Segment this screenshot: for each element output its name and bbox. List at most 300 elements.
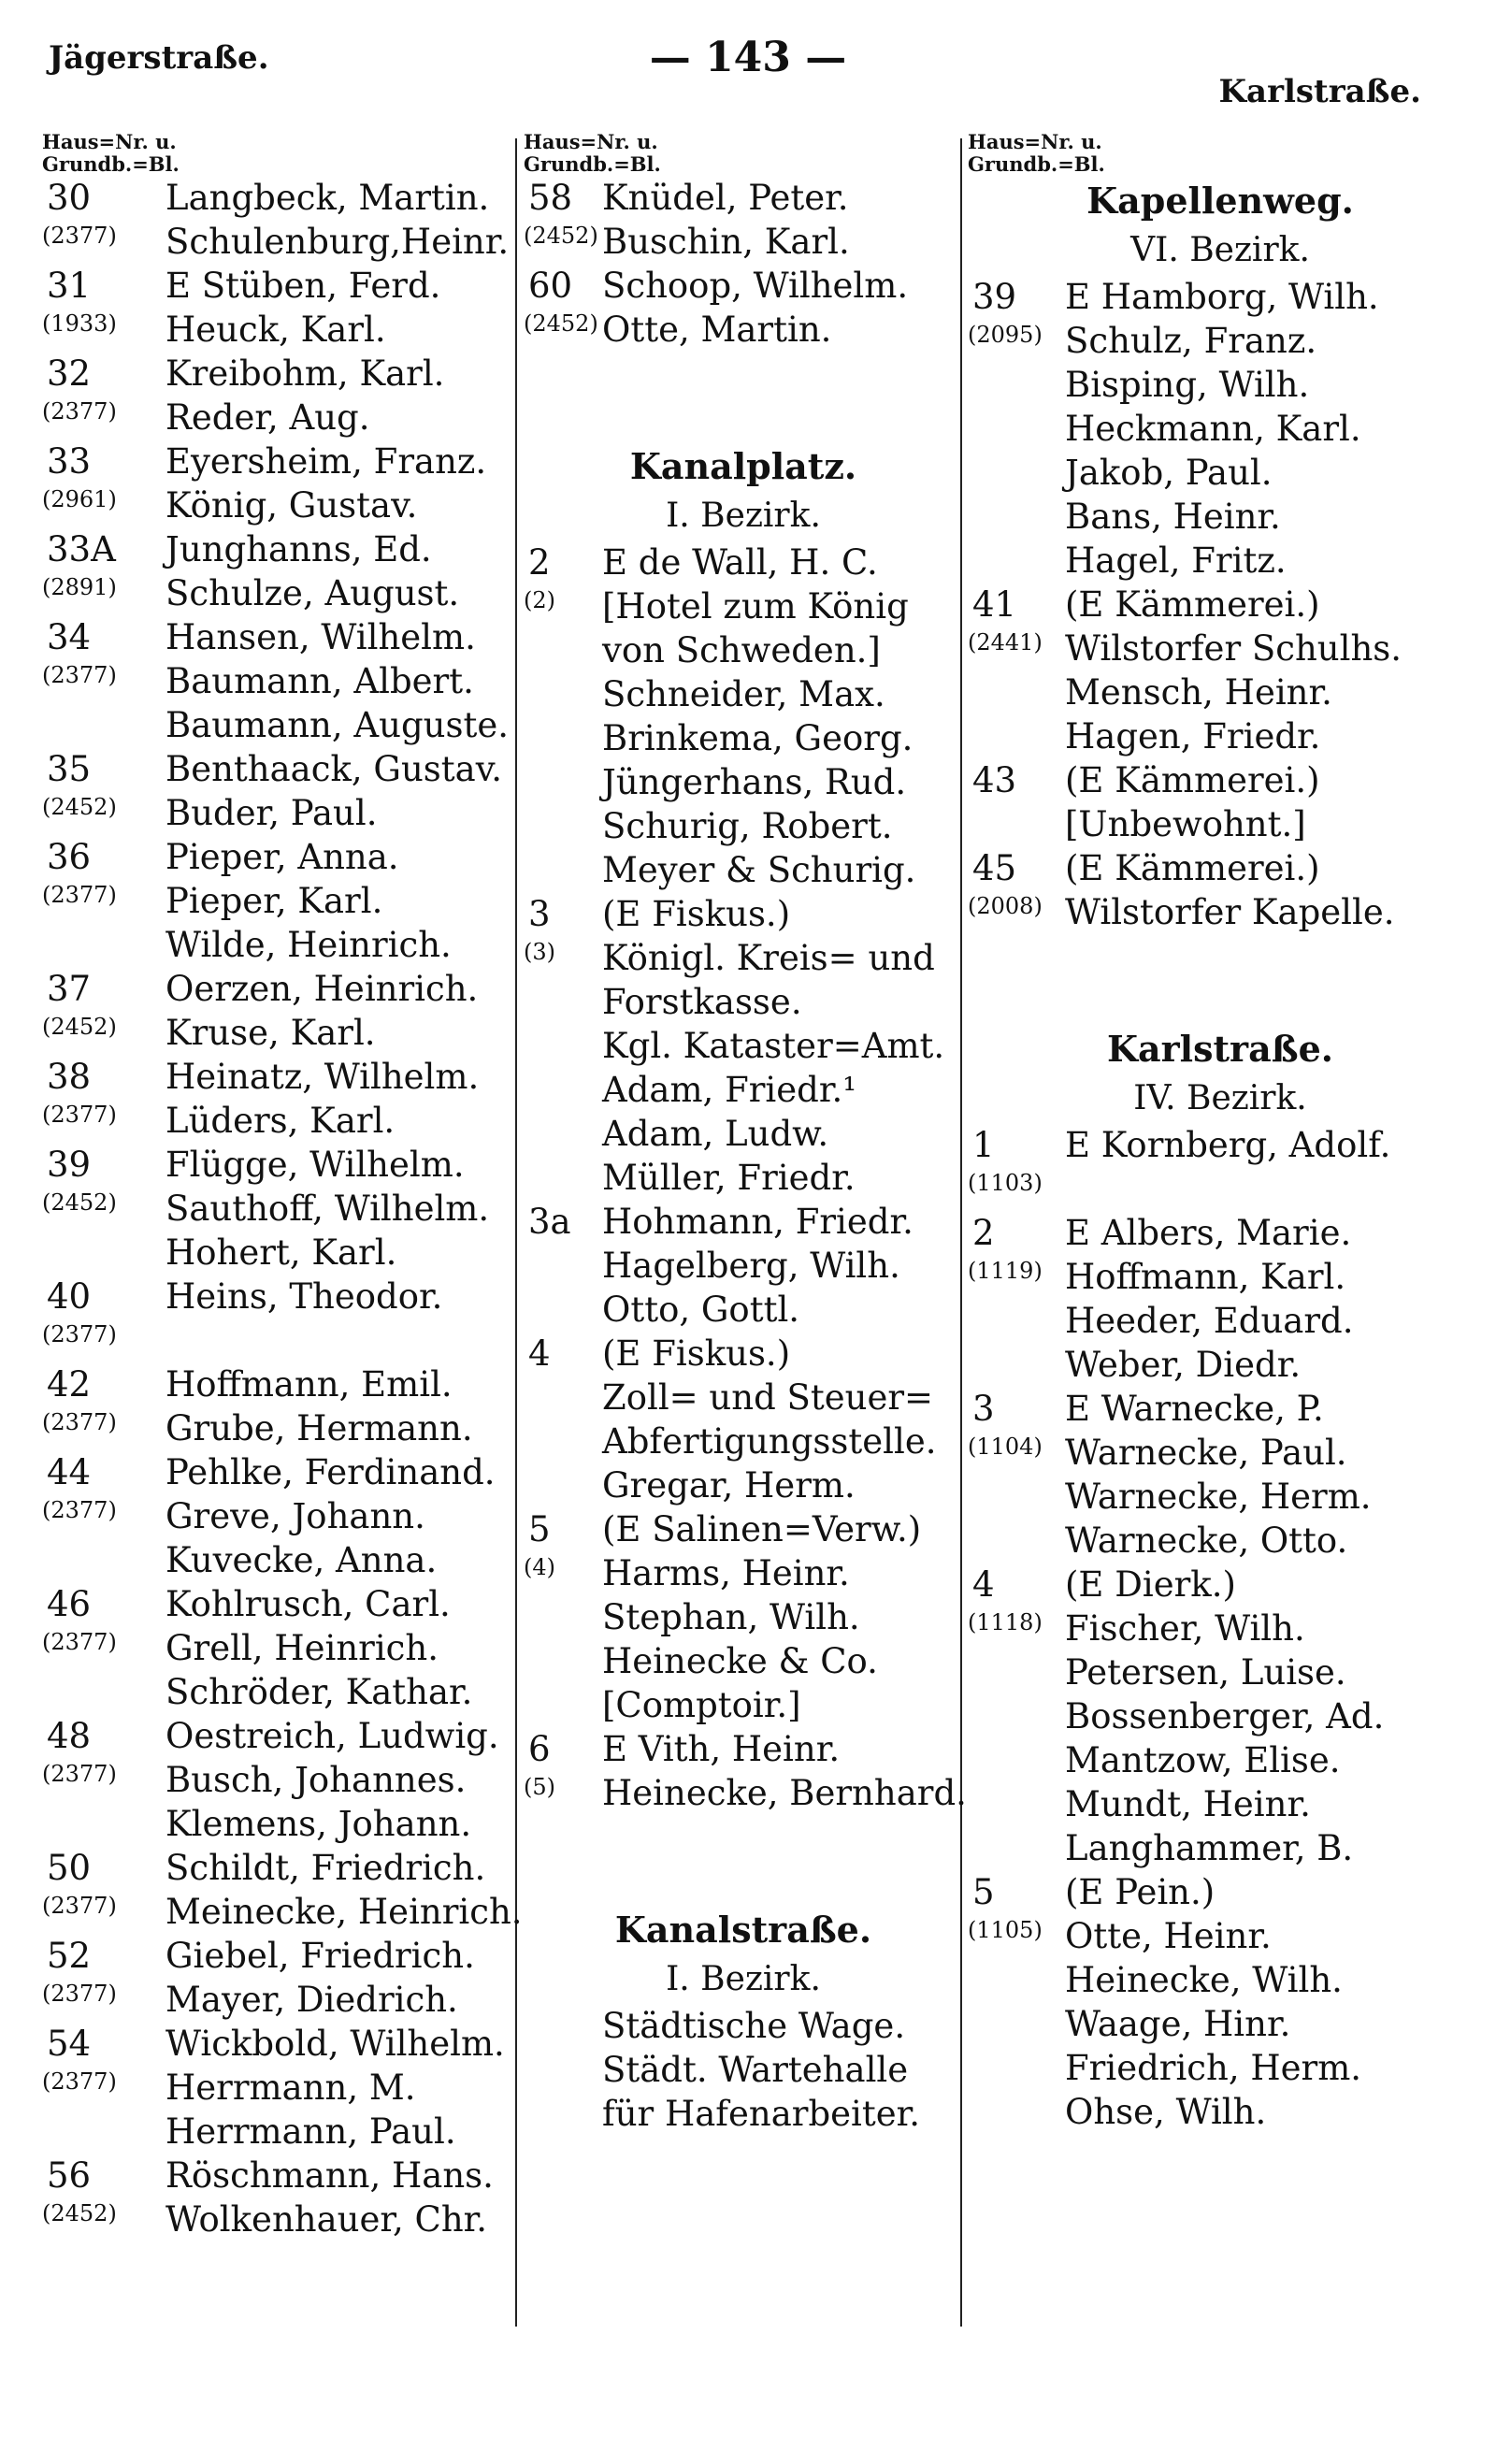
house-number: (2377) — [42, 398, 117, 425]
resident-name: (E Salinen=Verw.) — [602, 1509, 922, 1549]
district-label: I. Bezirk. — [666, 1960, 821, 1998]
column-1 — [42, 130, 523, 2241]
directory-entry — [42, 352, 510, 396]
house-number: (1933) — [42, 310, 117, 337]
resident-name: Eyersheim, Franz. — [165, 441, 487, 482]
directory-entry — [42, 1582, 510, 1626]
directory-entry — [524, 584, 963, 628]
house-number: (2008) — [968, 893, 1043, 919]
resident-name: Weber, Diedr. — [1065, 1345, 1302, 1385]
house-number: 34 — [47, 617, 92, 657]
resident-name: E Albers, Marie. — [1065, 1213, 1352, 1253]
resident-name: Wilstorfer Kapelle. — [1065, 892, 1395, 932]
directory-entry — [42, 1055, 510, 1099]
directory-entry — [524, 2092, 963, 2136]
resident-name: Meinecke, Heinrich. — [165, 1892, 523, 1932]
directory-entry — [42, 1626, 510, 1670]
directory-entry — [42, 1187, 510, 1231]
column-heading-line: Grundb.=Bl. — [42, 152, 180, 176]
resident-name: E Vith, Heinr. — [602, 1729, 841, 1769]
directory-entry — [524, 540, 963, 584]
resident-name: Städtische Wage. — [602, 2006, 906, 2046]
resident-name: Bossenberger, Ad. — [1065, 1696, 1385, 1736]
resident-name: Warnecke, Herm. — [1065, 1477, 1372, 1517]
resident-name: Heinecke, Bernhard. — [602, 1773, 967, 1813]
directory-entry — [42, 1275, 510, 1318]
directory-entry — [42, 659, 510, 703]
resident-name: Buschin, Karl. — [602, 222, 850, 262]
column-3 — [968, 131, 1473, 2134]
house-number: 48 — [47, 1716, 92, 1756]
resident-name: Langbeck, Martin. — [165, 178, 490, 218]
resident-name: Buder, Paul. — [165, 793, 378, 833]
resident-name: (E Kämmerei.) — [1065, 584, 1320, 625]
house-number: (4) — [524, 1554, 555, 1580]
directory-entry — [524, 936, 963, 980]
directory-entry — [968, 1958, 1473, 2002]
resident-name: Sauthoff, Wilhelm. — [165, 1189, 490, 1229]
house-number: (2377) — [42, 882, 117, 908]
house-number: (2) — [524, 587, 555, 613]
directory-entry — [524, 1683, 963, 1727]
house-number: 6 — [528, 1729, 551, 1769]
house-number: 3a — [528, 1202, 571, 1242]
resident-name: Heinatz, Wilhelm. — [165, 1057, 480, 1097]
resident-name: Herrmann, M. — [165, 2068, 416, 2108]
resident-name: Schulenburg,Heinr. — [165, 222, 510, 262]
house-number: (1104) — [968, 1434, 1043, 1460]
directory-entry — [42, 2022, 510, 2066]
resident-name: E Hamborg, Wilh. — [1065, 277, 1379, 317]
directory-entry — [42, 1890, 523, 1934]
directory-entry — [968, 319, 1473, 363]
directory-entry — [524, 672, 963, 716]
resident-name: Gregar, Herm. — [602, 1465, 856, 1506]
resident-name: Junghanns, Ed. — [165, 529, 432, 569]
house-number: (2452) — [524, 223, 598, 249]
house-number: (2441) — [968, 629, 1043, 656]
resident-name: Ohse, Wilh. — [1065, 2092, 1267, 2132]
header-left-street: Jägerstraße. — [49, 39, 269, 77]
house-number: 54 — [47, 2024, 92, 2064]
resident-name: Greve, Johann. — [165, 1496, 425, 1536]
directory-entry — [524, 1507, 963, 1551]
house-number: (2452) — [42, 1189, 117, 1216]
directory-entry — [524, 1068, 963, 1112]
column-heading-line: Grundb.=Bl. — [524, 152, 661, 176]
directory-entry — [42, 879, 510, 923]
house-number: 56 — [47, 2155, 92, 2196]
directory-entry — [42, 1670, 510, 1714]
house-number: (2377) — [42, 1893, 117, 1919]
directory-entry — [968, 1431, 1473, 1475]
directory-entry — [968, 1694, 1473, 1738]
resident-name: Hagel, Fritz. — [1065, 540, 1287, 581]
house-number: 1 — [972, 1125, 995, 1165]
resident-name: Fischer, Wilh. — [1065, 1608, 1305, 1649]
resident-name: Wickbold, Wilhelm. — [165, 2024, 505, 2064]
resident-name: Mensch, Heinr. — [1065, 672, 1332, 713]
resident-name: Warnecke, Paul. — [1065, 1433, 1347, 1473]
house-number: 2 — [528, 542, 551, 583]
resident-name: von Schweden.] — [602, 630, 881, 670]
house-number: 50 — [47, 1848, 92, 1888]
resident-name: Schurig, Robert. — [602, 806, 893, 846]
directory-entry — [968, 714, 1473, 758]
house-number: 3 — [528, 894, 551, 934]
house-number: (2377) — [42, 1321, 117, 1347]
house-number: 36 — [47, 837, 92, 877]
header-right-street: Karlstraße. — [1218, 73, 1421, 110]
house-number: 39 — [972, 277, 1017, 317]
directory-entry — [524, 1639, 963, 1683]
resident-name: Herrmann, Paul. — [165, 2111, 456, 2152]
house-number: (2377) — [42, 1102, 117, 1128]
directory-entry — [524, 1551, 963, 1595]
directory-entry — [524, 2004, 963, 2048]
directory-entry — [42, 703, 510, 747]
directory-entry — [968, 627, 1473, 670]
directory-entry — [968, 1299, 1473, 1343]
directory-entry — [968, 2090, 1473, 2134]
resident-name: Abfertigungsstelle. — [602, 1421, 937, 1462]
directory-entry — [42, 1934, 510, 1978]
directory-entry — [524, 1332, 963, 1376]
house-number: 5 — [972, 1872, 995, 1912]
house-number: (2377) — [42, 1497, 117, 1523]
directory-entry — [968, 846, 1473, 890]
directory-entry — [968, 1914, 1473, 1958]
house-number: 33 — [47, 441, 92, 482]
house-number: 38 — [47, 1057, 92, 1097]
resident-name: E Stüben, Ferd. — [165, 266, 441, 306]
directory-entry — [42, 439, 510, 483]
directory-entry — [524, 176, 963, 220]
directory-entry — [42, 1758, 510, 1802]
house-number: 43 — [972, 760, 1017, 800]
house-number: 60 — [528, 266, 573, 306]
street-title: Karlstraße. — [1107, 1028, 1333, 1070]
resident-name: Flügge, Wilhelm. — [165, 1145, 465, 1185]
directory-entry — [968, 1387, 1473, 1431]
directory-entry — [524, 1244, 963, 1288]
directory-entry — [524, 220, 963, 264]
column-heading-line: Haus=Nr. u. — [968, 130, 1102, 153]
directory-entry — [42, 1714, 510, 1758]
directory-entry — [42, 835, 510, 879]
resident-name: (E Fiskus.) — [602, 1333, 791, 1374]
house-number: 5 — [528, 1509, 551, 1549]
resident-name: [Unbewohnt.] — [1065, 804, 1306, 844]
directory-entry — [524, 1112, 963, 1156]
resident-name: (E Fiskus.) — [602, 894, 791, 934]
house-number: 58 — [528, 178, 573, 218]
resident-name: Baumann, Auguste. — [165, 705, 509, 745]
directory-entry — [968, 2046, 1473, 2090]
resident-name: König, Gustav. — [165, 485, 418, 526]
directory-entry — [42, 1450, 510, 1494]
directory-entry — [42, 1318, 510, 1362]
house-number: (2452) — [42, 1014, 117, 1040]
directory-entry — [524, 1463, 963, 1507]
resident-name: Grell, Heinrich. — [165, 1628, 439, 1668]
directory-entry — [42, 1406, 510, 1450]
resident-name: Forstkasse. — [602, 982, 802, 1022]
directory-entry — [42, 1538, 510, 1582]
resident-name: Friedrich, Herm. — [1065, 2048, 1362, 2088]
house-number: (1105) — [968, 1917, 1043, 1943]
resident-name: Lüders, Karl. — [165, 1101, 396, 1141]
resident-name: Mayer, Diedrich. — [165, 1980, 458, 2020]
resident-name: Hoffmann, Karl. — [1065, 1257, 1346, 1297]
resident-name: Pehlke, Ferdinand. — [165, 1452, 496, 1492]
directory-entry — [524, 1376, 963, 1419]
page-number: — 143 — — [649, 34, 847, 81]
house-number: (2452) — [42, 2200, 117, 2226]
district-label: I. Bezirk. — [666, 497, 821, 535]
resident-name: Kruse, Karl. — [165, 1013, 376, 1053]
resident-name: Wolkenhauer, Chr. — [165, 2199, 488, 2240]
house-number: (2961) — [42, 486, 117, 512]
resident-name: Heckmann, Karl. — [1065, 409, 1361, 449]
resident-name: Stephan, Wilh. — [602, 1597, 860, 1637]
resident-name: Harms, Heinr. — [602, 1553, 850, 1593]
resident-name: Jakob, Paul. — [1065, 453, 1273, 493]
resident-name: Schoop, Wilhelm. — [602, 266, 909, 306]
column-heading-line: Haus=Nr. u. — [42, 130, 177, 153]
resident-name: Benthaack, Gustav. — [165, 749, 502, 789]
directory-entry — [42, 2154, 510, 2197]
directory-entry — [968, 890, 1473, 934]
resident-name: Mundt, Heinr. — [1065, 1784, 1311, 1824]
resident-name: Hagelberg, Wilh. — [602, 1246, 900, 1286]
directory-entry — [42, 923, 510, 967]
resident-name: E Kornberg, Adolf. — [1065, 1125, 1391, 1165]
house-number: 46 — [47, 1584, 92, 1624]
directory-entry — [968, 1123, 1473, 1167]
directory-entry — [42, 220, 510, 264]
house-number: (2377) — [42, 662, 117, 688]
directory-entry — [968, 1563, 1473, 1607]
resident-name: Hohert, Karl. — [165, 1232, 397, 1273]
directory-entry — [42, 747, 510, 791]
directory-entry — [524, 1024, 963, 1068]
resident-name: (E Kämmerei.) — [1065, 760, 1320, 800]
directory-entry — [42, 1099, 510, 1143]
resident-name: Petersen, Luise. — [1065, 1652, 1346, 1693]
resident-name: Heinecke, Wilh. — [1065, 1960, 1343, 2000]
resident-name: Reder, Aug. — [165, 397, 370, 438]
resident-name: Kohlrusch, Carl. — [165, 1584, 451, 1624]
directory-entry — [968, 495, 1473, 539]
directory-entry — [42, 1143, 510, 1187]
resident-name: Schulz, Franz. — [1065, 321, 1317, 361]
resident-name: Kuvecke, Anna. — [165, 1540, 438, 1580]
resident-name: Kreibohm, Karl. — [165, 353, 445, 394]
directory-entry — [42, 1231, 510, 1275]
house-number: 37 — [47, 969, 92, 1009]
directory-entry — [968, 583, 1473, 627]
resident-name: für Hafenarbeiter. — [602, 2094, 921, 2134]
entries-list — [42, 176, 523, 2241]
directory-entry — [42, 176, 510, 220]
resident-name: [Comptoir.] — [602, 1685, 801, 1725]
house-number: (2452) — [524, 310, 598, 337]
directory-entry — [524, 1288, 963, 1332]
directory-entry — [968, 539, 1473, 583]
house-number: 45 — [972, 848, 1017, 888]
column-2 — [524, 130, 967, 2136]
entries-list — [524, 2004, 963, 2136]
house-number: 4 — [528, 1333, 551, 1374]
directory-entry — [968, 2002, 1473, 2046]
house-number: 31 — [47, 266, 92, 306]
resident-name: Hoffmann, Emil. — [165, 1364, 453, 1405]
directory-entry — [524, 804, 963, 848]
directory-entry — [42, 571, 510, 615]
column-heading-line: Grundb.=Bl. — [968, 152, 1105, 176]
house-number: (3) — [524, 939, 555, 965]
resident-name: (E Kämmerei.) — [1065, 848, 1320, 888]
resident-name: Otte, Martin. — [602, 310, 832, 350]
directory-entry — [42, 1362, 510, 1406]
resident-name: Jüngerhans, Rud. — [602, 762, 907, 802]
resident-name: Adam, Friedr.¹ — [602, 1070, 857, 1110]
directory-entry — [968, 1519, 1473, 1563]
directory-entry — [524, 1771, 967, 1815]
district-label: IV. Bezirk. — [1133, 1079, 1307, 1117]
directory-entry — [968, 758, 1473, 802]
resident-name: Adam, Ludw. — [602, 1114, 829, 1154]
directory-entry — [968, 1782, 1473, 1826]
directory-entry — [42, 1846, 510, 1890]
directory-entry — [968, 1650, 1473, 1694]
resident-name: Hohmann, Friedr. — [602, 1202, 913, 1242]
directory-entry — [968, 1255, 1473, 1299]
directory-entry — [968, 1343, 1473, 1387]
directory-entry — [42, 527, 510, 571]
entries-list — [524, 176, 963, 352]
directory-entry — [42, 2110, 510, 2154]
street-title: Kapellenweg. — [1086, 180, 1354, 222]
resident-name: Schröder, Kathar. — [165, 1672, 473, 1712]
house-number: 44 — [47, 1452, 92, 1492]
resident-name: Pieper, Anna. — [165, 837, 399, 877]
directory-entry — [524, 1156, 963, 1200]
directory-entry — [524, 1419, 963, 1463]
house-number: 52 — [47, 1936, 92, 1976]
resident-name: Knüdel, Peter. — [602, 178, 849, 218]
house-number: (2377) — [42, 1409, 117, 1435]
house-number: 35 — [47, 749, 92, 789]
directory-entry — [42, 967, 510, 1011]
house-number: 4 — [972, 1564, 995, 1605]
directory-entry — [524, 2048, 963, 2092]
directory-entry — [42, 1494, 510, 1538]
house-number: (1118) — [968, 1609, 1043, 1635]
directory-entry — [524, 1727, 963, 1771]
directory-entry — [968, 1870, 1473, 1914]
directory-entry — [42, 791, 510, 835]
resident-name: Meyer & Schurig. — [602, 850, 916, 890]
resident-name: Königl. Kreis= und — [602, 938, 935, 978]
house-number: 30 — [47, 178, 92, 218]
resident-name: Kgl. Kataster=Amt. — [602, 1026, 945, 1066]
house-number: (2377) — [42, 2068, 117, 2095]
house-number: 39 — [47, 1145, 92, 1185]
house-number: (2377) — [42, 1981, 117, 2007]
house-number: 32 — [47, 353, 92, 394]
house-number: 40 — [47, 1276, 92, 1317]
directory-entry — [524, 264, 963, 308]
directory-entry — [42, 2197, 510, 2241]
directory-entry — [42, 308, 510, 352]
district-label: VI. Bezirk. — [1130, 231, 1310, 269]
resident-name: Langhammer, B. — [1065, 1828, 1354, 1868]
resident-name: Baumann, Albert. — [165, 661, 474, 701]
directory-entry — [968, 363, 1473, 407]
directory-entry — [524, 892, 963, 936]
directory-entry — [42, 2066, 510, 2110]
resident-name: Waage, Hinr. — [1065, 2004, 1291, 2044]
directory-entry — [968, 275, 1473, 319]
resident-name: Grube, Hermann. — [165, 1408, 473, 1448]
resident-name: Brinkema, Georg. — [602, 718, 913, 758]
house-number: (2377) — [42, 223, 117, 249]
house-number: 42 — [47, 1364, 92, 1405]
resident-name: E de Wall, H. C. — [602, 542, 878, 583]
resident-name: Schildt, Friedrich. — [165, 1848, 486, 1888]
directory-entry — [42, 1802, 510, 1846]
resident-name: Schneider, Max. — [602, 674, 885, 714]
street-title: Kanalplatz. — [629, 445, 857, 487]
resident-name: Warnecke, Otto. — [1065, 1520, 1348, 1561]
resident-name: Städt. Wartehalle — [602, 2050, 909, 2090]
directory-entry — [42, 264, 510, 308]
house-number: 2 — [972, 1213, 995, 1253]
resident-name: Zoll= und Steuer= — [602, 1377, 934, 1418]
resident-name: Oestreich, Ludwig. — [165, 1716, 499, 1756]
resident-name: Heuck, Karl. — [165, 310, 386, 350]
resident-name: E Warnecke, P. — [1065, 1389, 1324, 1429]
entries-list — [968, 275, 1473, 934]
directory-entry — [524, 1595, 963, 1639]
directory-entry — [524, 980, 963, 1024]
resident-name: Heinecke & Co. — [602, 1641, 878, 1681]
resident-name: Busch, Johannes. — [165, 1760, 467, 1800]
directory-entry — [968, 1211, 1473, 1255]
directory-entry — [524, 308, 963, 352]
entries-list — [968, 1123, 1473, 2134]
house-number: (2377) — [42, 1629, 117, 1655]
directory-entry — [968, 407, 1473, 451]
resident-name: (E Dierk.) — [1065, 1564, 1236, 1605]
resident-name: Heeder, Eduard. — [1065, 1301, 1354, 1341]
directory-entry — [524, 848, 963, 892]
house-number: (1119) — [968, 1258, 1043, 1284]
house-number: (2891) — [42, 574, 117, 600]
resident-name: (E Pein.) — [1065, 1872, 1216, 1912]
directory-entry — [968, 1475, 1473, 1519]
directory-entry — [968, 451, 1473, 495]
resident-name: Otto, Gottl. — [602, 1290, 800, 1330]
house-number: 33A — [47, 529, 116, 569]
house-number: (2452) — [42, 794, 117, 820]
resident-name: Bans, Heinr. — [1065, 497, 1281, 537]
house-number: (5) — [524, 1774, 555, 1800]
directory-entry — [968, 1607, 1473, 1650]
directory-entry — [524, 1200, 963, 1244]
